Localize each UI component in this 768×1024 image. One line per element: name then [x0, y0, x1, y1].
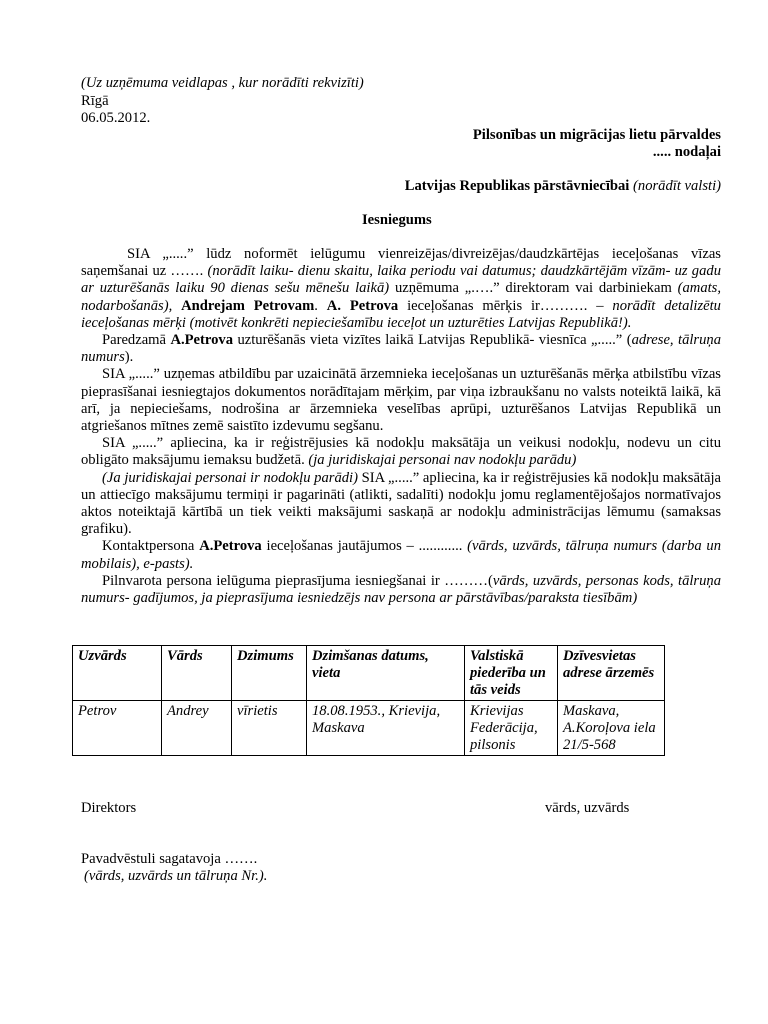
- p7-text-b: vārds, uzvārds, personas kods, tālruņa numurs- gadījumos, ja pieprasījuma iesniedzējs nav persona ar pārstāvības/paraksta tiesībām): [81, 572, 721, 607]
- addressee-embassy-note: (norādīt valsti): [633, 178, 721, 194]
- paragraph-4: [81, 435, 721, 469]
- table-header-cell: Dzimšanas datums, vieta: [307, 646, 465, 701]
- paragraph-2: [81, 332, 721, 366]
- table-header-cell: Uzvārds: [73, 646, 162, 701]
- addressee-department: ..... nodaļai: [652, 144, 721, 160]
- person-table: [72, 645, 665, 756]
- p1-text-a: SIA „.....” lūdz noformēt ielūgumu vienreizējas/divreizējas/daudzkārtējas ieceļošanas vīzas saņemšanai uz …….: [81, 246, 721, 280]
- prepared-by: Pavadvēstuli sagatavoja …….: [81, 851, 258, 867]
- signature-role: Direktors: [81, 800, 137, 816]
- p7-text-a: Pilnvarota persona ielūguma pieprasījuma iesniegšanai ir ………(: [102, 572, 493, 589]
- paragraph-5: [81, 470, 721, 539]
- letterhead-note: (Uz uzņēmuma veidlapas , kur norādīti rekvizīti): [81, 75, 364, 91]
- table-cell: Petrov: [73, 701, 162, 756]
- addressee-embassy: [405, 178, 721, 195]
- p5-text-a: (Ja juridiskajai personai ir nodokļu parādi): [102, 469, 358, 486]
- p1-name-2: A. Petrova: [326, 297, 399, 314]
- addressee-office: Pilsonības un migrācijas lietu pārvaldes: [472, 127, 721, 143]
- p2-name: A.Petrova: [170, 332, 233, 349]
- p6-text-d: (vārds, uzvārds, tālruņa numurs (darba un mobilais), e-pasts).: [81, 538, 722, 572]
- paragraph-3: SIA „.....” uzņemas atbildību par uzaicinātā ārzemnieka ieceļošanas un uzturēšanās mērķa atbilstību vīzas pieprasīšanai iesniegtajos dokumentos norādītajam mērķim, par viņa izbraukšanu no valsts noteiktā laikā, kā arī, ja nepieciešams, nodrošina ar ārzemnieka veselības aprūpi, uzturēšanos Latvijas Republikā un atgriešanos mītnes zemē saistīto izdevumu segšanu.: [81, 366, 721, 435]
- p1-text-h: ieceļošanas mērķis ir………. –: [407, 297, 604, 314]
- prepared-note: (vārds, uzvārds un tālruņa Nr.).: [84, 868, 268, 884]
- p1-text-c: uzņēmuma „.….” direktoram vai darbiniekam: [394, 280, 672, 297]
- signature-name: vārds, uzvārds: [545, 800, 630, 816]
- p1-text-d: (amats, nodarbošanās),: [81, 280, 722, 314]
- p4-text-a: SIA „.....” apliecina, ka ir reģistrējusies kā nodokļu maksātāja un veikusi nodokļu, nodevu un citu obligāto maksājumu iemaksu budžetā.: [81, 435, 721, 469]
- table-cell: 18.08.1953., Krievija, Maskava: [307, 701, 465, 756]
- p6-text-c: ieceļošanas jautājumos – ............: [266, 538, 463, 555]
- p1-text-b: (norādīt laiku- dienu skaitu, laika periodu vai datumus; daudzkārtējām vīzām- uz gadu ar uzturēšanās laiku 90 dienas sešu mēnešu laikā): [81, 263, 721, 297]
- table-header-cell: Valstiskā piederība un tās veids: [465, 646, 558, 701]
- p1-text-i: norādīt detalizētu ieceļošanas mērķi (motivēt konkrēti nepieciešamību ieceļot un uzturēties Latvijas Republikā!).: [81, 297, 721, 331]
- table-header-cell: Vārds: [162, 646, 232, 701]
- p1-period: .: [314, 297, 318, 314]
- table-header-cell: Dzimums: [232, 646, 307, 701]
- p2-text-c: uzturēšanās vieta vizītes laikā Latvijas Republikā- viesnīca „.....” (: [237, 332, 632, 349]
- table-cell: Maskava, A.Koroļova iela 21/5-568: [558, 701, 665, 756]
- p4-text-b: (ja juridiskajai personai nav nodokļu parādu): [308, 452, 577, 469]
- table-header-cell: Dzīvesvietas adrese ārzemēs: [558, 646, 665, 701]
- document-title: Iesniegums: [362, 212, 432, 228]
- p6-name: A.Petrova: [199, 538, 262, 555]
- p1-name-1: Andrejam Petrovam: [181, 297, 315, 314]
- table-cell: Krievijas Federācija, pilsonis: [465, 701, 558, 756]
- paragraph-6: [81, 538, 721, 572]
- p5-text-b: SIA „.....” apliecina, ka ir reģistrējusies kā nodokļu maksātāja un attiecīgo maksājumu termiņi ir pagarināti (atlikti, sadalīti) nodokļu jomu reglamentējošajos normatīvajos aktos noteiktajā kārtībā un tiek veikti maksājumi saskaņā ar nodokļu administrācijas lēmumu (samaksas grafiku).: [81, 469, 721, 538]
- p2-text-d: adrese, tālruņa numurs: [81, 332, 721, 366]
- p2-text-e: ).: [124, 349, 134, 366]
- date: 06.05.2012.: [81, 110, 151, 126]
- p6-text-a: Kontaktpersona: [102, 538, 195, 555]
- paragraph-7: [81, 573, 721, 607]
- addressee-embassy-name: Latvijas Republikas pārstāvniecībai: [404, 178, 630, 194]
- table-header-row: [73, 646, 665, 701]
- city: Rīgā: [81, 93, 109, 109]
- table-cell: Andrey: [162, 701, 232, 756]
- paragraph-1: [81, 246, 721, 332]
- table-cell: vīrietis: [232, 701, 307, 756]
- body-text: [81, 246, 721, 607]
- table-row: [73, 701, 665, 756]
- p2-text-a: Paredzamā: [102, 332, 167, 349]
